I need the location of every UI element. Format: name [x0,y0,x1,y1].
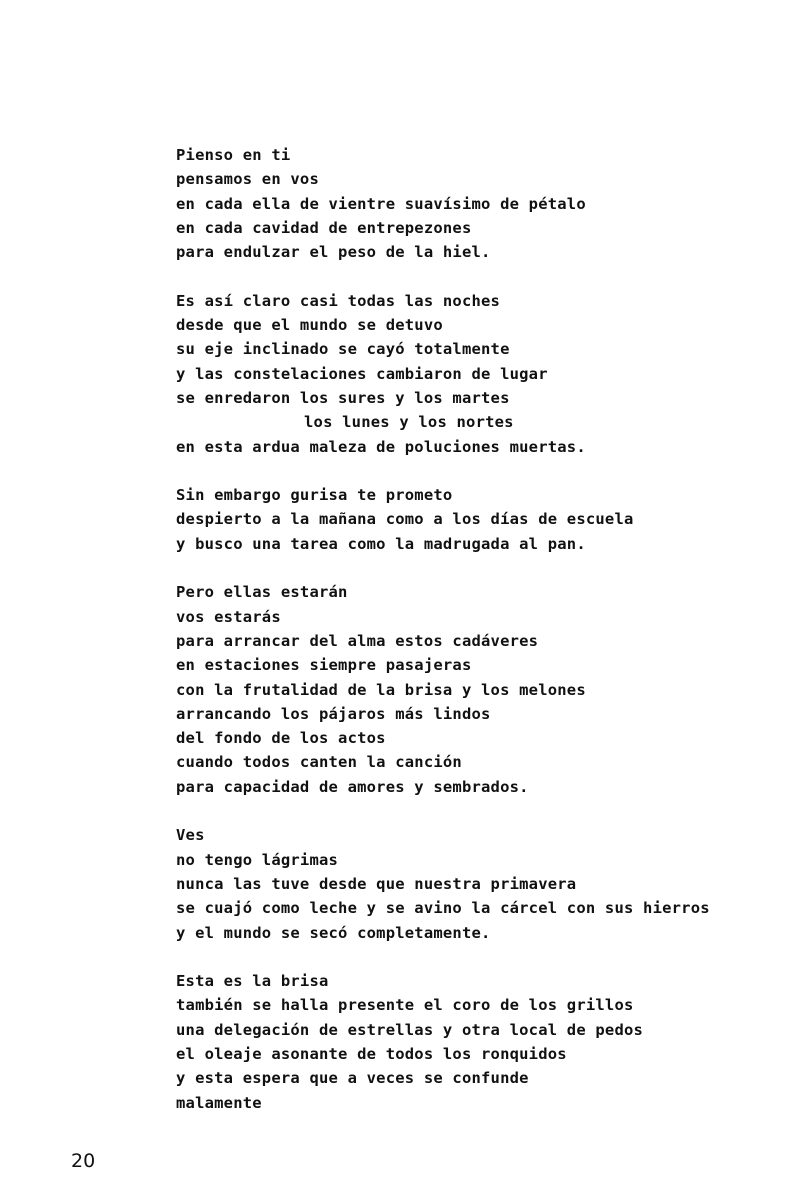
stanza-break [176,799,776,823]
poem-line: también se halla presente el coro de los grillos [176,996,634,1015]
stanza-3 [176,483,776,556]
poem-line: Pero ellas estarán [176,583,348,602]
poem-line: desde que el mundo se detuvo [176,316,443,335]
poem-line: malamente [176,1093,262,1112]
poem-line: Ves [176,826,205,845]
poem-line: para endulzar el peso de la hiel. [176,243,491,262]
poem-line: del fondo de los actos [176,729,386,748]
poem-line: para capacidad de amores y sembrados. [176,777,529,796]
stanza-2 [176,289,776,459]
stanza-break [176,459,776,483]
stanza-break [176,556,776,580]
poem-line: su eje inclinado se cayó totalmente [176,340,510,359]
poem-line: vos estarás [176,607,281,626]
poem-line: Pienso en ti [176,146,291,164]
stanza-5 [176,823,776,944]
poem-line: Sin embargo gurisa te prometo [176,486,453,505]
poem-line: para arrancar del alma estos cadáveres [176,631,539,650]
stanza-6 [176,969,776,1115]
page-number: 20 [71,1150,96,1172]
poem-line: arrancando los pájaros más lindos [176,704,491,723]
poem-line: una delegación de estrellas y otra local de pedos [176,1020,644,1039]
poem-line: nunca las tuve desde que nuestra primavera [176,874,577,893]
poem-line: se enredaron los sures y los martes [176,388,510,407]
poem-line: Esta es la brisa [176,972,329,991]
poem-line: cuando todos canten la canción [176,753,462,772]
poem-line: se cuajó como leche y se avino la cárcel con sus hierros [176,899,710,918]
poem-line: despierto a la mañana como a los días de escuela [176,510,634,529]
poem-line: y las constelaciones cambiaron de lugar [176,364,548,383]
stanza-1 [176,143,776,264]
poem-text [176,143,776,1115]
poem-line: en esta ardua maleza de poluciones muertas. [176,437,586,456]
poem-line: con la frutalidad de la brisa y los melones [176,680,586,699]
stanza-break [176,945,776,969]
poem-line: en cada ella de vientre suavísimo de pétalo [176,194,586,213]
stanza-break [176,264,776,288]
poem-line: en estaciones siempre pasajeras [176,656,472,675]
poem-line: en cada cavidad de entrepezones [176,218,472,237]
poem-line: y el mundo se secó completamente. [176,923,491,942]
poem-line: no tengo lágrimas [176,850,339,869]
poem-line: y busco una tarea como la madrugada al pan. [176,534,586,553]
poem-line: pensamos en vos [176,170,319,189]
poem-line: Es así claro casi todas las noches [176,291,501,310]
poem-line: el oleaje asonante de todos los ronquidos [176,1044,567,1063]
poem-line: y esta espera que a veces se confunde [176,1069,529,1088]
stanza-4 [176,580,776,799]
poem-line-indented: los lunes y los nortes [304,413,514,432]
